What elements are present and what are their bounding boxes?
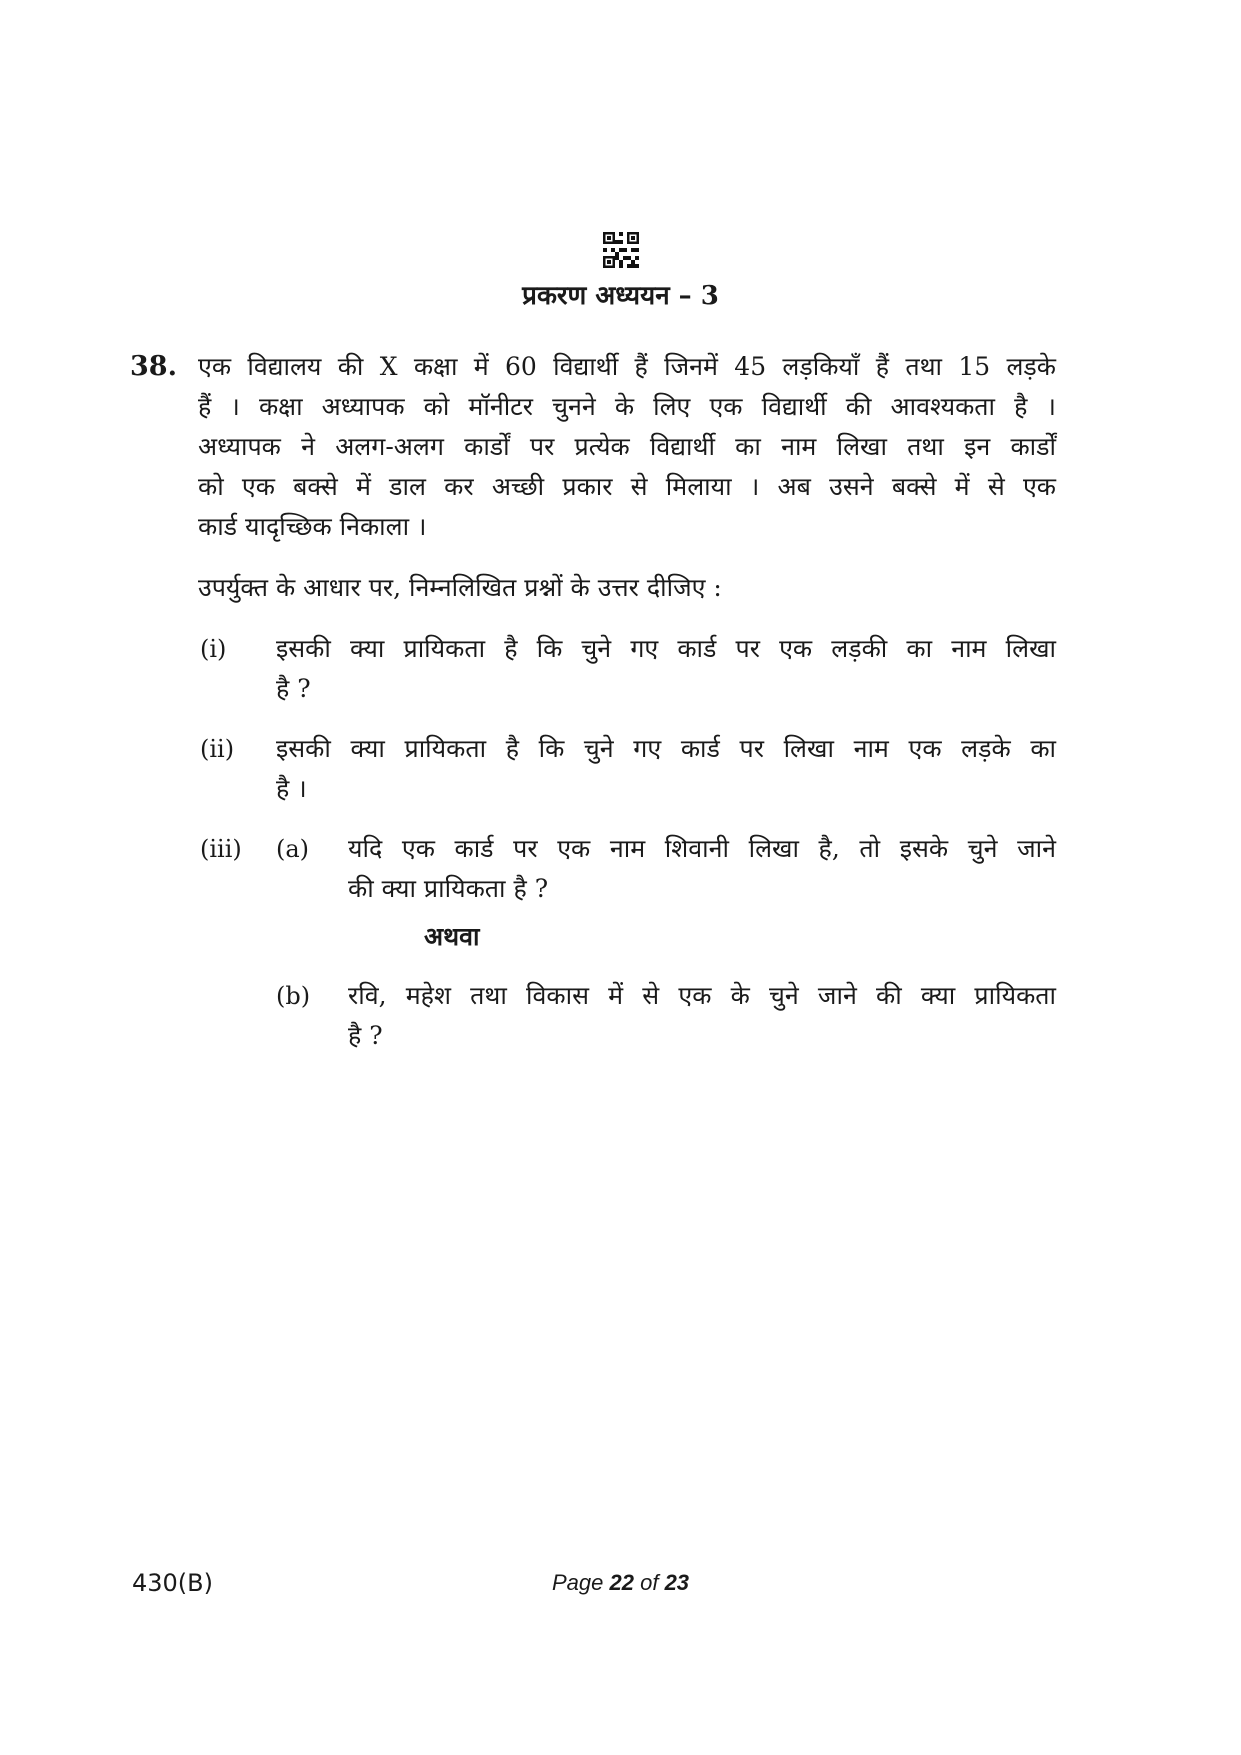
part-i-line: इसकी क्या प्रायिकता है कि चुने गए कार्ड पर एक लड़की का नाम लिखा <box>276 634 1056 663</box>
page-total: 23 <box>664 1570 690 1595</box>
sub-label-a: (a) <box>276 835 310 863</box>
instruction-text: उपर्युक्त के आधार पर, निम्नलिखित प्रश्नों के उत्तर दीजिए : <box>198 573 722 602</box>
part-ii-line: इसकी क्या प्रायिकता है कि चुने गए कार्ड पर लिखा नाम एक लड़के का <box>276 734 1056 763</box>
page-indicator <box>0 1567 1241 1599</box>
page-current: 22 <box>609 1570 634 1595</box>
paragraph-line: एक विद्यालय की X कक्षा में 60 विद्यार्थी हैं जिनमें 45 लड़कियाँ हैं तथा 15 लड़के <box>198 352 1056 381</box>
page-word: Page <box>551 1570 604 1595</box>
page-of: of <box>640 1570 659 1595</box>
sub-b-line: है ? <box>348 1021 383 1050</box>
paragraph-line: को एक बक्से में डाल कर अच्छी प्रकार से मिलाया । अब उसने बक्से में से एक <box>198 472 1056 501</box>
paragraph-line: कार्ड यादृच्छिक निकाला । <box>198 512 427 541</box>
sub-label-b: (b) <box>276 982 311 1010</box>
part-label-ii: (ii) <box>200 735 235 763</box>
paragraph-line: हैं । कक्षा अध्यापक को मॉनीटर चुनने के लिए एक विद्यार्थी की आवश्यकता है । <box>198 392 1056 421</box>
question-number: 38. <box>130 351 177 382</box>
paper-code: 430(B) <box>132 1569 213 1597</box>
section-title: प्रकरण अध्ययन – 3 <box>522 281 719 311</box>
qr-code-icon <box>603 231 639 269</box>
part-label-i: (i) <box>200 635 227 663</box>
sub-b-line: रवि, महेश तथा विकास में से एक के चुने जाने की क्या प्रायिकता <box>348 981 1056 1010</box>
part-label-iii: (iii) <box>200 835 242 863</box>
part-ii-line: है । <box>276 774 307 803</box>
or-label: अथवा <box>424 922 480 951</box>
sub-a-line: की क्या प्रायिकता है ? <box>348 874 549 903</box>
paragraph-line: अध्यापक ने अलग-अलग कार्डों पर प्रत्येक विद्यार्थी का नाम लिखा तथा इन कार्डों <box>198 432 1056 461</box>
sub-a-line: यदि एक कार्ड पर एक नाम शिवानी लिखा है, तो इसके चुने जाने <box>348 834 1056 863</box>
part-i-line: है ? <box>276 674 311 703</box>
